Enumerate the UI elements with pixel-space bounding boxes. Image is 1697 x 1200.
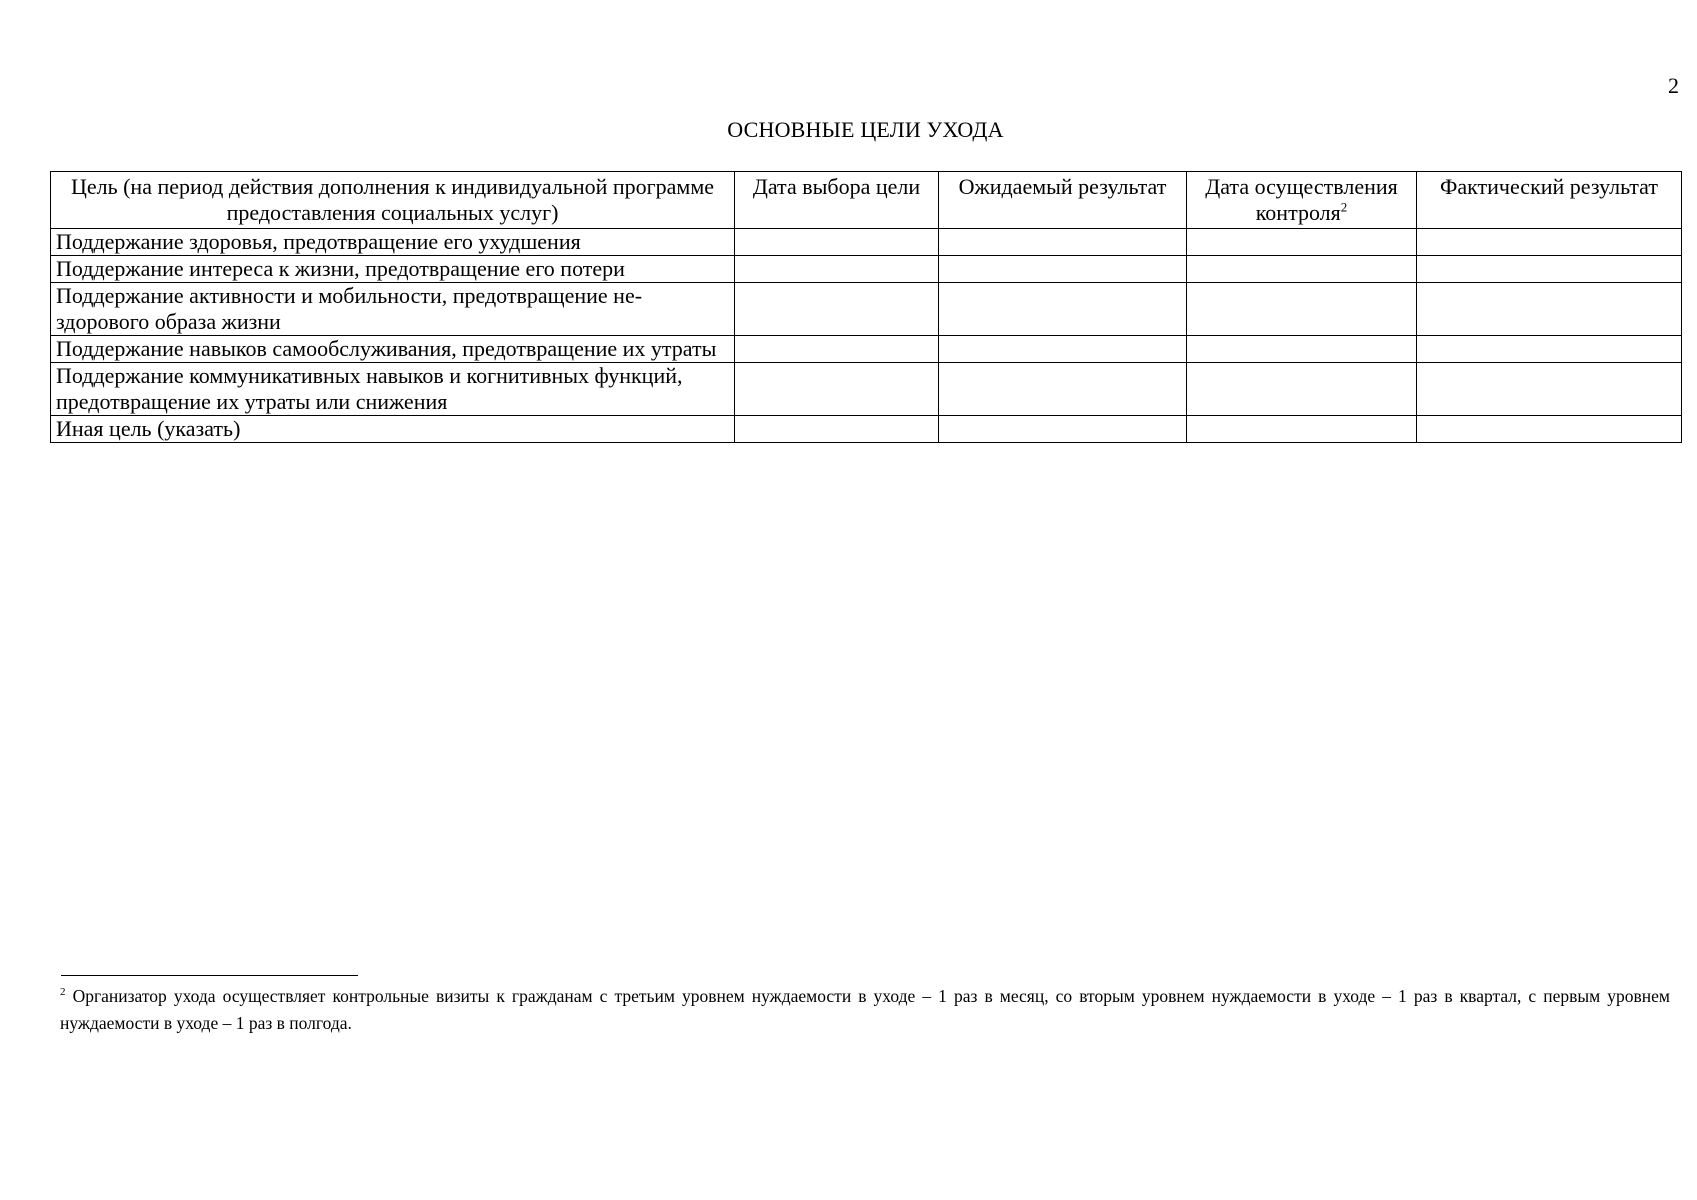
expected-result-cell[interactable] [939,336,1187,363]
control-date-cell[interactable] [1187,229,1417,256]
page-number: 2 [1668,73,1679,98]
table-row [51,363,1682,416]
control-date-cell[interactable] [1187,336,1417,363]
footnote-mark: 2 [60,986,66,999]
expected-result-cell[interactable] [939,229,1187,256]
expected-result-cell[interactable] [939,256,1187,283]
header-control-date-label: Дата осуществления контроля [1205,174,1398,225]
actual-result-cell[interactable] [1417,229,1682,256]
care-goals-table [50,171,1682,443]
header-goal-selection-date: Дата выбора цели [735,172,939,229]
footnote [60,983,1670,1037]
footnote-reference: 2 [1340,199,1348,215]
table-row [51,229,1682,256]
table-row [51,416,1682,443]
table-row [51,336,1682,363]
header-expected-result: Ожидаемый результат [939,172,1187,229]
expected-result-cell[interactable] [939,283,1187,336]
goal-cell: Иная цель (указать) [51,416,735,443]
table-header-row [51,172,1682,229]
actual-result-cell[interactable] [1417,256,1682,283]
expected-result-cell[interactable] [939,363,1187,416]
table-row [51,256,1682,283]
goal-cell: Поддержание здоровья, предотвращение его ухудшения [51,229,735,256]
goal-cell: Поддержание навыков самообслуживания, предотвращение их утраты [51,336,735,363]
page-title: ОСНОВНЫЕ ЦЕЛИ УХОДА [727,117,1004,142]
actual-result-cell[interactable] [1417,283,1682,336]
actual-result-cell[interactable] [1417,363,1682,416]
control-date-cell[interactable] [1187,416,1417,443]
footnote-divider [61,975,358,976]
goal-cell: Поддержание интереса к жизни, предотвращение его потери [51,256,735,283]
goal-selection-date-cell[interactable] [735,416,939,443]
goal-selection-date-cell[interactable] [735,283,939,336]
table-row [51,283,1682,336]
expected-result-cell[interactable] [939,416,1187,443]
header-goal: Цель (на период действия дополнения к индивидуальной программе предоставления социальных услуг) [51,172,735,229]
goal-selection-date-cell[interactable] [735,336,939,363]
control-date-cell[interactable] [1187,363,1417,416]
header-actual-result: Фактический результат [1417,172,1682,229]
control-date-cell[interactable] [1187,256,1417,283]
actual-result-cell[interactable] [1417,336,1682,363]
goal-selection-date-cell[interactable] [735,256,939,283]
goal-cell: Поддержание активности и мобильности, предотвращение не-здорового образа жизни [51,283,735,336]
goal-selection-date-cell[interactable] [735,229,939,256]
control-date-cell[interactable] [1187,283,1417,336]
actual-result-cell[interactable] [1417,416,1682,443]
goal-cell: Поддержание коммуникативных навыков и когнитивных функций, предотвращение их утраты или снижения [51,363,735,416]
goal-selection-date-cell[interactable] [735,363,939,416]
footnote-text: Организатор ухода осуществляет контрольные визиты к гражданам с третьим уровнем нуждаемости в уходе – 1 раз в месяц, со вторым уровнем нуждаемости в уходе – 1 раз в квартал, с первым уровнем нуждаемости в уходе – 1 раз в полгода. [60,986,1671,1033]
header-control-date [1187,172,1417,229]
